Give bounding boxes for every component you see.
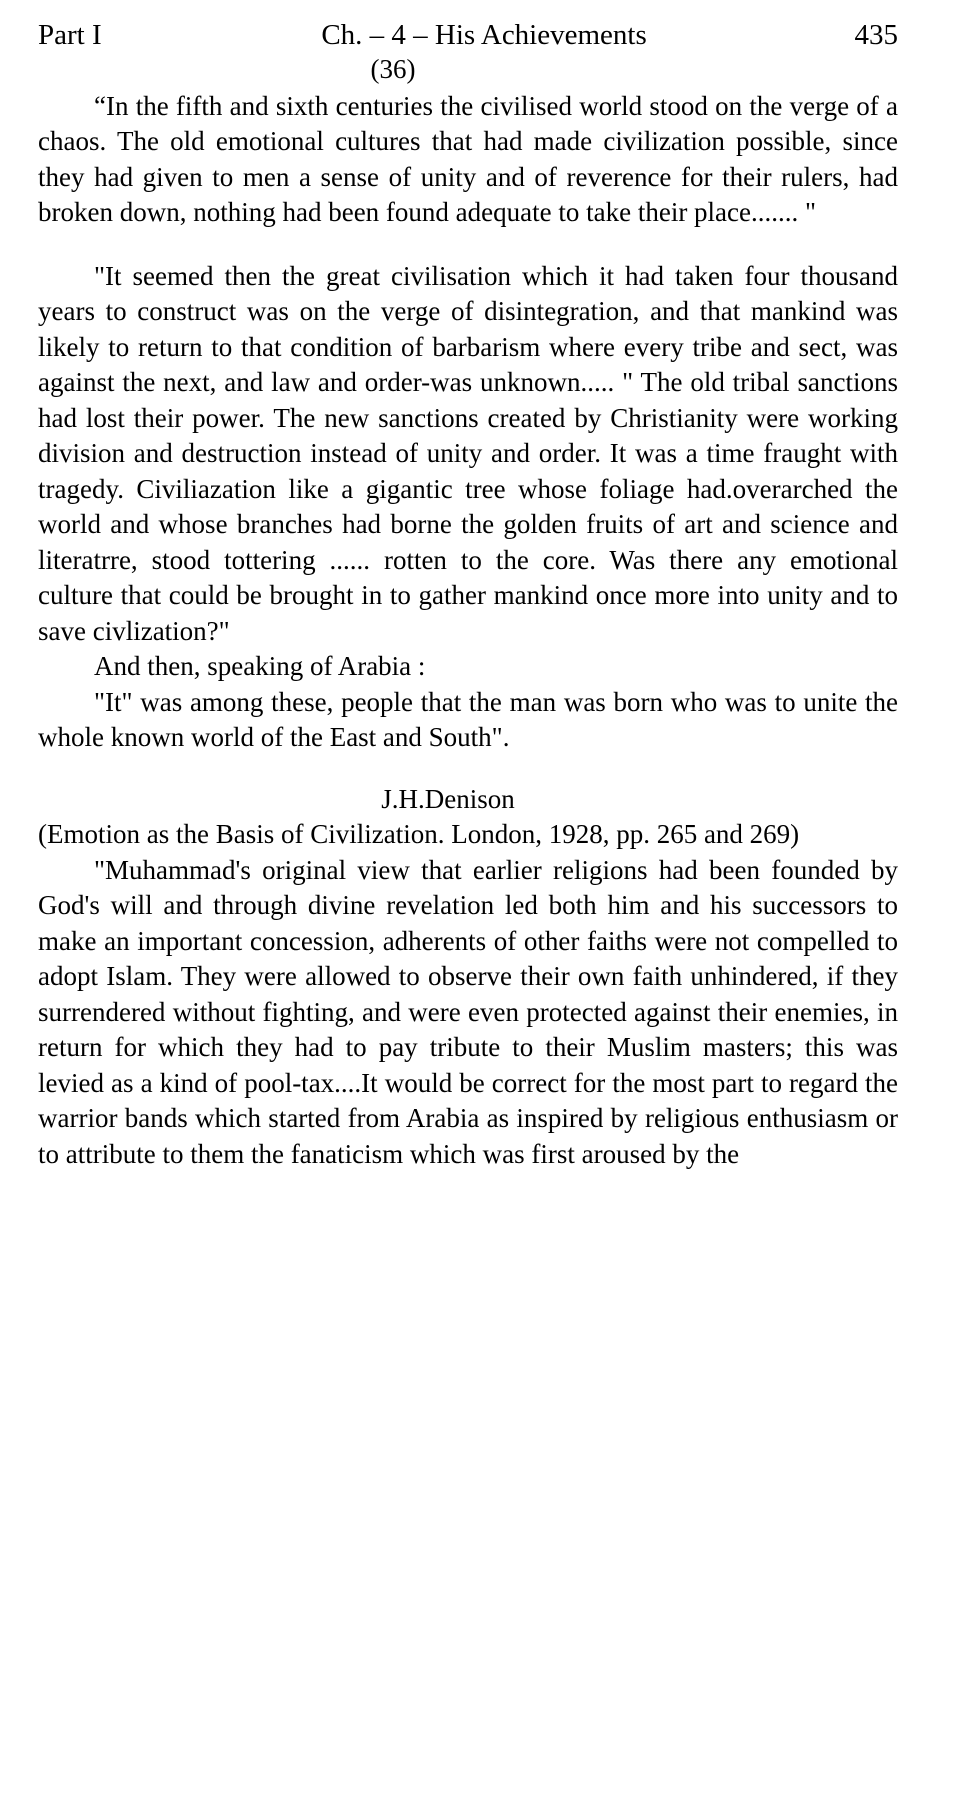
paragraph-quote-4: "Muhammad's original view that earlier religions had been founded by God's will and through divine revelation led both him and his successors to make an important concession, adherents of other faiths were not compelled to adopt Islam. They were allowed to observe their own faith unhindered, if they surrendered without fighting, and were even protected against their enemies, in return for which they had to pay tribute to their Muslim masters; this was levied as a kind of pool-tax....It would be correct for the most part to regard the warrior bands which started from Arabia as inspired by religious enthusiasm or to attribute to them the fanaticism which was first aroused by the: [38, 854, 898, 1169]
paragraph-intro-arabia: And then, speaking of Arabia :: [94, 651, 426, 682]
section-number: (36): [370, 53, 416, 84]
attribution-source: (Emotion as the Basis of Civilization. London, 1928, pp. 265 and 269): [38, 819, 800, 850]
paragraph-quote-3: "It" was among these, people that the man was born who was to unite the whole known world of the East and South".: [38, 686, 898, 753]
header-part-label: Part I: [38, 19, 102, 51]
header-chapter-title: Ch. – 4 – His Achievements: [321, 19, 647, 51]
page-number: 435: [854, 19, 898, 51]
page-header: [38, 20, 898, 52]
paragraph-quote-1: “In the fifth and sixth centuries the civilised world stood on the verge of a chaos. The old emotional cultures that had made civilization possible, since they had given to men a sense of unity and of reverence for their rulers, had broken down, nothing had been found adequate to take their place....... ": [38, 90, 898, 228]
attribution-author: J.H.Denison: [381, 783, 515, 814]
paragraph-quote-2: "It seemed then the great civilisation which it had taken four thousand years to construct was on the verge of disintegration, and that mankind was likely to return to that condition of barbarism where every tribe and sect, was against the next, and law and order-was unknown..... " The old tribal sanctions had lost their power. The new sanctions created by Christianity were working division and destruction instead of unity and order. It was a time fraught with tragedy. Civiliazation like a gigantic tree whose foliage had.overarched the world and whose branches had borne the golden fruits of art and science and literatrre, stood tottering ...... rotten to the core. Was there any emotional culture that could be brought in to gather mankind once more into unity and to save civlization?": [38, 260, 898, 646]
